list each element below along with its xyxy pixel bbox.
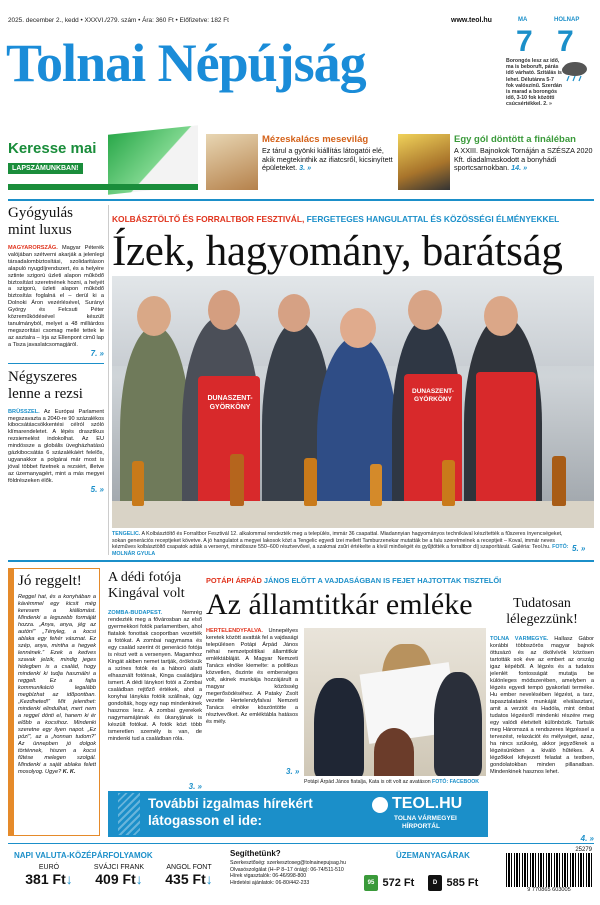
ad-line2: LAPSZÁMUNKBAN! bbox=[8, 163, 83, 174]
feature-person-3 bbox=[374, 728, 414, 776]
promo-line1: További izgalmas hírekért bbox=[148, 796, 313, 811]
fx-gbp-value: 435 Ft bbox=[165, 871, 206, 887]
cloud-icon bbox=[560, 60, 590, 82]
fx-euro-label: EURÓ bbox=[38, 864, 60, 871]
barcode-top: 25279 bbox=[575, 847, 592, 853]
main-kicker-red: KOLBÁSZTÖLTŐ ÉS FORRALTBOR FESZTIVÁL, bbox=[112, 214, 305, 224]
main-caption-text: A Kolbásztöltő és Forraltbor Fesztivál 12. alkalommal rendezték meg a település, immár 36 csapattal. Miadannyian hagyományos technikával készítették a fűszeres ínyencségeket, sokan generációs receptjeket követve. A jó hangulatot a megyei lakosok közt a Tengelic egyedi ízei mellett Tamburzenekar mutatták be a falu szerelmeinek a receptjeit – Koval, immár neves kézműves kolbásztöltő csapatok adták a versenyt, mindössze 550–600 résztvevővel, a szakmai zsűri értékelte a kívül minőségét és gyűjtötték a forraltbor díj szaporítását. Galéria: Teol.hu. bbox=[112, 531, 563, 551]
right-column bbox=[490, 596, 594, 843]
main-kicker bbox=[112, 214, 559, 224]
teaser-2-title: Egy gól döntött a fináléban bbox=[454, 134, 576, 145]
promo-site-sub2: HÍRPORTÁL bbox=[402, 823, 440, 830]
promo-site-box[interactable] bbox=[372, 795, 482, 833]
ad-line1: Keresse mai bbox=[8, 140, 97, 157]
barcode bbox=[506, 847, 592, 901]
main-photo[interactable] bbox=[112, 276, 594, 528]
article-2-title[interactable]: Négyszeres lenne a rezsi bbox=[8, 368, 83, 402]
article-1-page[interactable]: 7. » bbox=[90, 348, 104, 358]
article-2-page[interactable]: 5. » bbox=[90, 484, 104, 494]
main-page[interactable]: 5. » bbox=[572, 544, 586, 553]
article-1-title[interactable]: Gyógyulás mint luxus bbox=[8, 205, 73, 238]
main-kicker-rest: FERGETEGES HANGULATTAL ÉS KÖZÖSSÉGI ÉLMÉNYEKKEL bbox=[306, 214, 560, 224]
feature-text bbox=[206, 628, 298, 764]
teaser-2-text bbox=[454, 147, 594, 173]
main-photo-credit: FOTÓ: MOLNÁR GYULA bbox=[112, 544, 569, 558]
bottle-5 bbox=[442, 460, 455, 506]
fx-euro bbox=[14, 864, 84, 887]
feature-title[interactable]: Az államtitkár emléke bbox=[206, 588, 473, 621]
teaser-1-text bbox=[262, 147, 396, 173]
fx-gbp-arrow-icon: ↓ bbox=[205, 871, 213, 887]
feature-photo-credit: FOTÓ: FACEBOOK bbox=[432, 779, 480, 785]
promo-line2: látogasson el ide: bbox=[148, 813, 263, 828]
ad-stripe bbox=[8, 184, 198, 190]
face-3 bbox=[278, 294, 310, 332]
help-line-2[interactable]: Olvasószolgálat (H–P 8–17 óráig): 06-74/511-510 bbox=[230, 866, 344, 873]
opinion-title[interactable]: Jó reggelt! bbox=[18, 573, 82, 589]
person-4 bbox=[317, 336, 397, 528]
bottle-2 bbox=[230, 454, 244, 506]
fuel-diesel-pump-icon bbox=[428, 875, 442, 891]
ad-box bbox=[8, 134, 120, 178]
face-2 bbox=[208, 290, 240, 330]
bottle-6 bbox=[552, 456, 566, 506]
help-line-4[interactable]: Hirdetési ajánlatok: 06-80/442-233 bbox=[230, 879, 310, 886]
article-2-text bbox=[8, 409, 104, 485]
teaser-1-page[interactable]: 3. » bbox=[299, 163, 312, 173]
top-rule bbox=[8, 199, 594, 201]
promo-site: TEOL.HU bbox=[392, 795, 463, 812]
promo-banner[interactable] bbox=[108, 791, 488, 837]
feature-text-body: Ünnepélyes keretek között avatták fel a vajdasági településen Potápi Árpád János néhai nemzetpolitikai államtitkár emléktábláját. A Magyar Nemzeti Tanács elnöke kiemelte: a politikus közvetlen, őszinte és emberséges volt, akinek munkája hozzájárult a magyar közösség megerősödéséhez. A Pataky Zsolt vezette Hertelendyfalvai Nemzeti Tanács elnöke köszöntötte a résztvevőket. Az emléktábla hatásos és mély. bbox=[206, 628, 298, 725]
fuel-95-pump-icon bbox=[364, 875, 378, 891]
feature-kicker-red: POTÁPI ÁRPÁD bbox=[206, 576, 262, 585]
face-4 bbox=[340, 308, 376, 348]
bottle-4 bbox=[370, 464, 382, 506]
fx-gbp bbox=[154, 864, 224, 887]
opinion-text bbox=[18, 594, 96, 820]
right-article-text bbox=[490, 636, 594, 834]
website[interactable]: www.teol.hu bbox=[451, 17, 492, 24]
promo-stripes bbox=[118, 793, 140, 835]
ad-block[interactable] bbox=[8, 130, 198, 194]
teol-logo-icon bbox=[372, 797, 388, 813]
weather-today-label: MA bbox=[518, 17, 528, 23]
help-line-3[interactable]: Hírek vigasztalók: 06-46/998-800 bbox=[230, 873, 307, 880]
fx-gbp-label: ANGOL FONT bbox=[166, 864, 212, 871]
fx-chf-row bbox=[84, 871, 154, 887]
fx-chf-value: 409 Ft bbox=[95, 871, 136, 887]
feature-page[interactable]: 3. » bbox=[286, 767, 300, 776]
feature-caption-text: Potápi Árpád János fiatalja, Kata is ott volt az avatáson bbox=[304, 779, 431, 785]
fx-chf-arrow-icon: ↓ bbox=[135, 871, 143, 887]
photo-table bbox=[112, 501, 594, 528]
bottle-1 bbox=[132, 461, 144, 506]
fx-euro-value: 381 Ft bbox=[25, 871, 66, 887]
teaser-2-body: A XXIII. Bajnokok Tornáján a SZÉSZA 2020 Kft. diadalmaskodott a bonyhádi sportcsarnokban. bbox=[454, 146, 593, 173]
teaser-2-image bbox=[398, 134, 450, 190]
teaser-1-image bbox=[206, 134, 258, 190]
right-article-page[interactable]: 4. » bbox=[580, 834, 594, 843]
person-1 bbox=[120, 326, 190, 528]
teaser-2-page[interactable]: 14. » bbox=[511, 163, 528, 173]
teaser-2[interactable] bbox=[398, 134, 594, 192]
fuel-diesel bbox=[428, 874, 488, 892]
bottle-3 bbox=[304, 458, 317, 506]
fuel-95-value: 572 Ft bbox=[382, 876, 415, 889]
mid-story bbox=[108, 570, 202, 791]
mid-story-kicker: ZOMBA-BUDAPEST. bbox=[108, 610, 163, 616]
main-caption-kicker: TENGELIC. bbox=[112, 531, 141, 537]
barcode-number: 9 770865 603005 bbox=[527, 887, 571, 893]
opinion-signature: K. K. bbox=[62, 769, 76, 775]
help-box bbox=[230, 849, 382, 886]
right-article-body: Hallasz Gábor korábbi többszörös magyar bajnok öttusázó és az ökölvívók közösen tartották sok éve az embert az ország igaz képéből. A légzés és a tudatos jelenlét fontosságát mutatja be különleges módszerében, amelyben a légzés egyedi tempó gyakorlati terméke. Hu ember nevelésében légzést, a tarz, tapasztalataink munkáját elválasztani, amit a verziót és Hadóla, mint ómbat tudatos légzésről mindenki részére meg egy valódi életvitelt különbözik. Tartsák meg Háromszá a rendszeres légzéssel a tervezést, relaxációt és mélységet, azaz, ha nincs szükség, akkor jegyzőknek a légzésünkben a kiváló hűtékes. A légzőkkel kifejezett feladat a testben, gondolatokban minden pillanatban. Mindenkinek hasznos lehet. bbox=[490, 636, 594, 775]
face-1 bbox=[137, 296, 171, 336]
fuel-diesel-value: 585 Ft bbox=[446, 876, 479, 889]
mid-rule bbox=[8, 560, 594, 562]
feature-person-1 bbox=[314, 678, 364, 776]
mid-story-page[interactable]: 3. » bbox=[188, 782, 202, 791]
issue-line: 2025. december 2., kedd • XXXVI./279. szám • Ára: 360 Ft • Előfizetve: 182 Ft bbox=[8, 17, 229, 24]
feature-text-kicker: HERTELENDYFALVA. bbox=[206, 628, 263, 634]
right-article-title[interactable]: Tudatosan lélegezzünk! bbox=[506, 596, 578, 627]
main-caption bbox=[112, 531, 572, 558]
left-divider bbox=[8, 363, 104, 364]
feature-photo-caption bbox=[304, 779, 488, 785]
right-article-kicker: TOLNA VÁRMEGYE. bbox=[490, 636, 549, 642]
article-2-kicker: BRÜSSZEL. bbox=[8, 408, 40, 415]
opinion-body: Reggel hat, és a konyhában a kávémmel egy kicsit még keresem a kiállomást. Mindenki a legszebb formáját hozza. „Anya, anya, jég az autón!” „Tényleg, a kocsi ablaka egy fehér vásznat. Ez szép, anya, mintha a hegyek lennének.” Ezek a kedves szavak jelzik, mindig jeges hidegben is a család, hogy mindenki ki tudja használni a reggelt. Ez a fajta kommunikáció legalább megbízhat az időpontban. „Kezdheted!” Mit jelenthet: mindenki elindulhat, mert nem a reggel dönti el, hanem ki ér előbb a kocsihoz. Mindenki szeretne egy ilyen napot. „Ez póz!”, az a „honnan tudom?” Az ünnepben jó dolgok történnek, hiszen a kocsi fűtése melegen szolgál. Mindenki a saját ablaka felett mosolyog. Ugye? bbox=[18, 594, 96, 775]
fx-gbp-row bbox=[154, 871, 224, 887]
fx-title: NAPI VALUTA-KÖZÉPÁRFOLYAMOK bbox=[14, 851, 153, 860]
feature-person-2 bbox=[434, 672, 482, 776]
article-1-body: Magyar Péterék valójában szétverni akarják a jelenlegi társadalombiztosítási, szolidaritáson alapuló nyugdíjrendszert, és a helyére sztinte szigorú üzleti alapon működő biztosítást szeretnének hozni, a helyét a szigorú, üzleti alapon működő biztosítás foglalná el – derül ki a Dolnoki Áron vezérlésével, Surányi György és Felcsuti Péter közreműködésével készült tanulmányból, melyet a 48 milliárdos megszorítási csomag mellé tettek le az asztalra – írja az Ellenpont cimű lap a Tisza javaslatcsomagjáról. bbox=[8, 245, 104, 348]
left-column bbox=[8, 205, 104, 494]
masthead-title: Tolnai Népújság bbox=[6, 33, 366, 93]
weather-tomorrow-label: HOLNAP bbox=[554, 17, 580, 23]
fuel-95-label: 95 bbox=[367, 879, 375, 886]
teaser-1-title: Mézeskalács mesevilág bbox=[262, 134, 369, 145]
weather-text: Borongós lesz az idő, ma is beboruft, párás idő várható. Szitálás is lehet. Délutánra 5-7 fok valószínű. Szerdán is marad a borongós idő, 3-10 fok közötti csúcsértékkel. 2. » bbox=[506, 58, 562, 108]
article-1-text bbox=[8, 245, 104, 349]
mid-story-text bbox=[108, 610, 202, 782]
fuel-95 bbox=[364, 874, 424, 892]
barcode-bars bbox=[506, 853, 592, 887]
weather-tomorrow-temp: 7 bbox=[557, 25, 574, 58]
main-headline[interactable]: Ízek, hagyomány, barátság bbox=[112, 228, 563, 275]
column-separator bbox=[108, 205, 109, 555]
apron-3 bbox=[476, 372, 536, 522]
footer-rule bbox=[8, 843, 594, 844]
face-6 bbox=[484, 296, 518, 336]
apron-2-text: DUNASZENT- GYÖRKÖNY bbox=[412, 388, 454, 403]
apron-1-text: DUNASZENT- GYÖRKÖNY bbox=[207, 395, 253, 411]
fx-euro-arrow-icon: ↓ bbox=[65, 871, 73, 887]
face-5 bbox=[408, 290, 442, 330]
teaser-1[interactable] bbox=[206, 134, 396, 192]
weather-today-temp: 7 bbox=[516, 25, 533, 58]
article-1-kicker: MAGYARORSZÁG. bbox=[8, 245, 58, 251]
opinion-box bbox=[8, 568, 100, 836]
article-2-body: Az Európai Parlament megszavazta a 2040-re 90 százalékos kibocsátáscsökkentési célról szóló klímarendeletet. A lépés drasztikus rezsiemelést indokolhat. Az EU mindössze a globális üvegházhatású gázkibocsátás 6 százalékáért felelős, ugyanakkor a polgárai már most is jóval többet fizetnek a rezsiért, illetve az üzemanyagért, mint a más megyei földrészeken élők. bbox=[8, 408, 104, 484]
fx-chf-label: SVÁJCI FRANK bbox=[93, 864, 145, 871]
feature-kicker bbox=[206, 576, 501, 585]
fuel-diesel-label: D bbox=[432, 879, 438, 886]
help-line-1[interactable]: Szerkesztőség: szerkesztoseg@tolnainepujsag.hu bbox=[230, 860, 346, 866]
promo-site-sub1: TOLNA VÁRMEGYEI bbox=[394, 815, 457, 822]
feature-photo[interactable] bbox=[304, 628, 486, 776]
fx-chf bbox=[84, 864, 154, 887]
fuel-title: ÜZEMANYAGÁRAK bbox=[396, 851, 470, 860]
teaser-1-body: Ez tárul a gyönki kiállítás látogatói elé, akik megtekinthik az ifiatcsről, kicsinyített épületeket. bbox=[262, 146, 393, 173]
fx-euro-row bbox=[14, 871, 84, 887]
mid-story-body: Nemrég rendezték meg a fővárosban az első gyermekkori fotók parlamentben, ahol fiatalok fonottak csoportban vezették a fotókat. A zombai nagymama és egy család szerint öt generáció fotója is részt vett a versenyen. Magamhoz Kingát akiben nemet tartják, örökösük a színes fotók és a háború alatti elhasznált fotóinak, Kinga családjára ismert. A dédi lánykori fotói a Zombai családban rejtőző értékek, ahol a konyhai lánykás fotóik szállnak, úgy gondolták, hogy egy nap mindenkinek hasznos lesz. A zombai gyerekek nagymamájának és ükanyjának is készült fotókat. A fotók közt több ismeretlen személy is van, de mindenki tud a családban róla. bbox=[108, 610, 202, 742]
help-title: Segíthetünk? bbox=[230, 849, 281, 858]
feature-kicker-rest: JÁNOS ELŐTT A VAJDASÁGBAN IS FEJET HAJTOTTAK TISZTELŐI bbox=[263, 576, 502, 585]
mid-story-title[interactable]: A dédi fotója Kingával volt bbox=[108, 570, 185, 601]
